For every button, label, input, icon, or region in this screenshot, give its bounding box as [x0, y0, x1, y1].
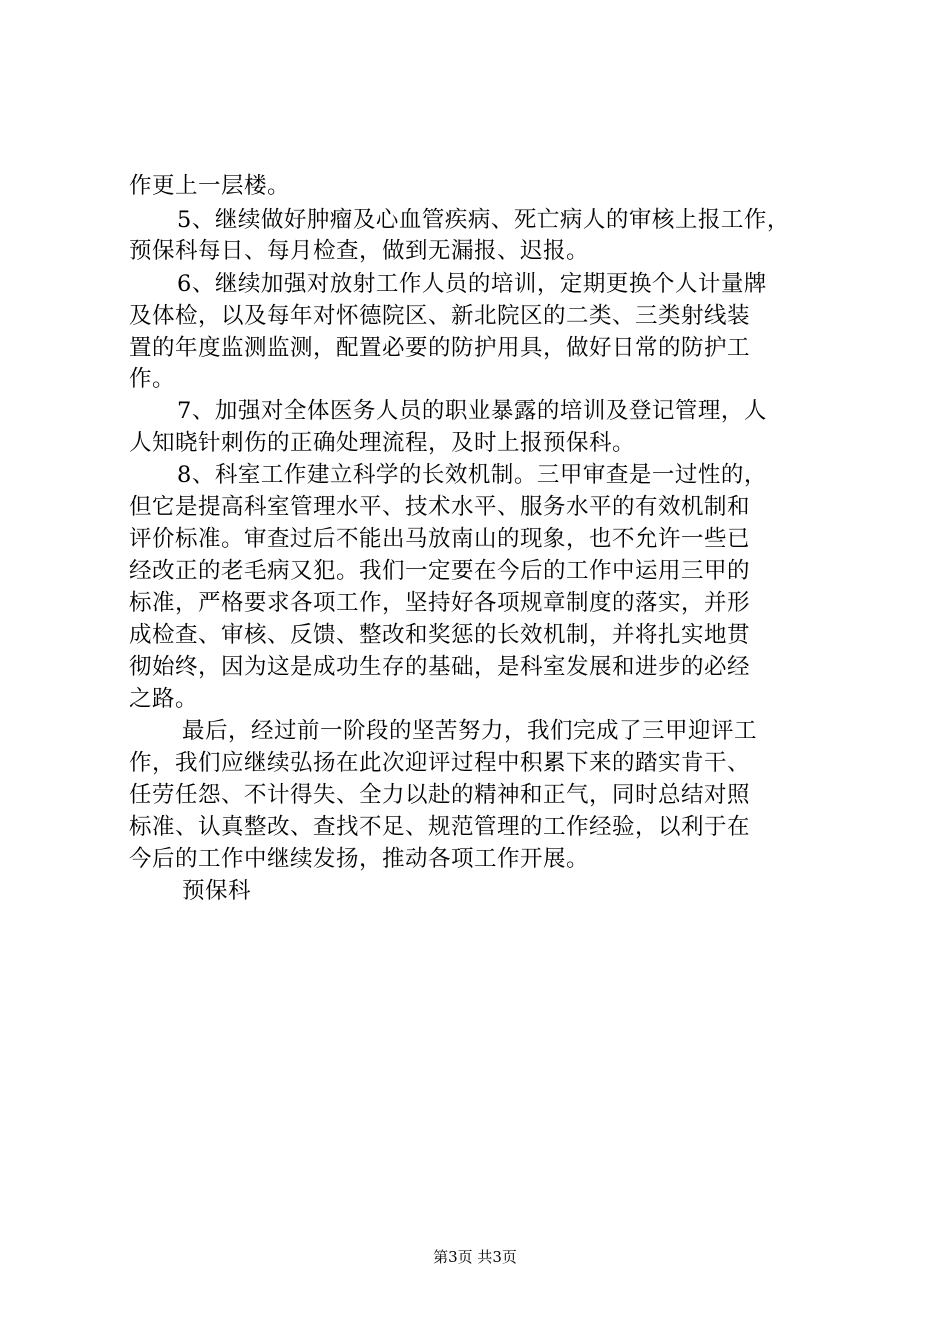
- text-line: 预保科每日、每月检查，做到无漏报、迟报。: [129, 238, 590, 264]
- signature-line: 预保科: [182, 878, 252, 904]
- text-line: 作，我们应继续弘扬在此次迎评过程中积累下来的踏实肯干、: [129, 750, 751, 776]
- text-line: 8、科室工作建立科学的长效机制。三甲审查是一过性的，: [177, 462, 767, 488]
- text-line: 经改正的老毛病又犯。我们一定要在今后的工作中运用三甲的: [129, 558, 751, 584]
- text-line: 任劳任怨、不计得失、全力以赴的精神和正气，同时总结对照: [129, 782, 751, 808]
- text-line: 置的年度监测监测，配置必要的防护用具，做好日常的防护工: [129, 335, 751, 361]
- text-line: 之路。: [129, 686, 199, 712]
- text-line: 人知晓针刺伤的正确处理流程，及时上报预保科。: [129, 430, 636, 456]
- text-line: 7、加强对全体医务人员的职业暴露的培训及登记管理，人: [177, 398, 767, 424]
- text-line: 成检查、审核、反馈、整改和奖惩的长效机制，并将扎实地贯: [129, 622, 751, 648]
- text-line: 彻始终，因为这是成功生存的基础，是科室发展和进步的必经: [129, 654, 751, 680]
- text-line: 作。: [129, 366, 176, 392]
- page-number: 第3页 共3页: [433, 1248, 517, 1266]
- text-line: 但它是提高科室管理水平、技术水平、服务水平的有效机制和: [129, 494, 751, 520]
- text-line: 今后的工作中继续发扬，推动各项工作开展。: [129, 846, 590, 872]
- text-line: 标准、认真整改、查找不足、规范管理的工作经验，以利于在: [129, 814, 751, 840]
- text-line: 评价标准。审查过后不能出马放南山的现象，也不允许一些已: [129, 526, 751, 552]
- text-line: 标准，严格要求各项工作，坚持好各项规章制度的落实，并形: [129, 590, 751, 616]
- text-line: 作更上一层楼。: [129, 173, 291, 199]
- text-line: 6、继续加强对放射工作人员的培训，定期更换个人计量牌: [177, 271, 767, 297]
- text-line: 最后，经过前一阶段的坚苦努力，我们完成了三甲迎评工: [182, 718, 758, 744]
- text-line: 5、继续做好肿瘤及心血管疾病、死亡病人的审核上报工作，: [177, 207, 790, 233]
- text-line: 及体检，以及每年对怀德院区、新北院区的二类、三类射线装: [129, 303, 751, 329]
